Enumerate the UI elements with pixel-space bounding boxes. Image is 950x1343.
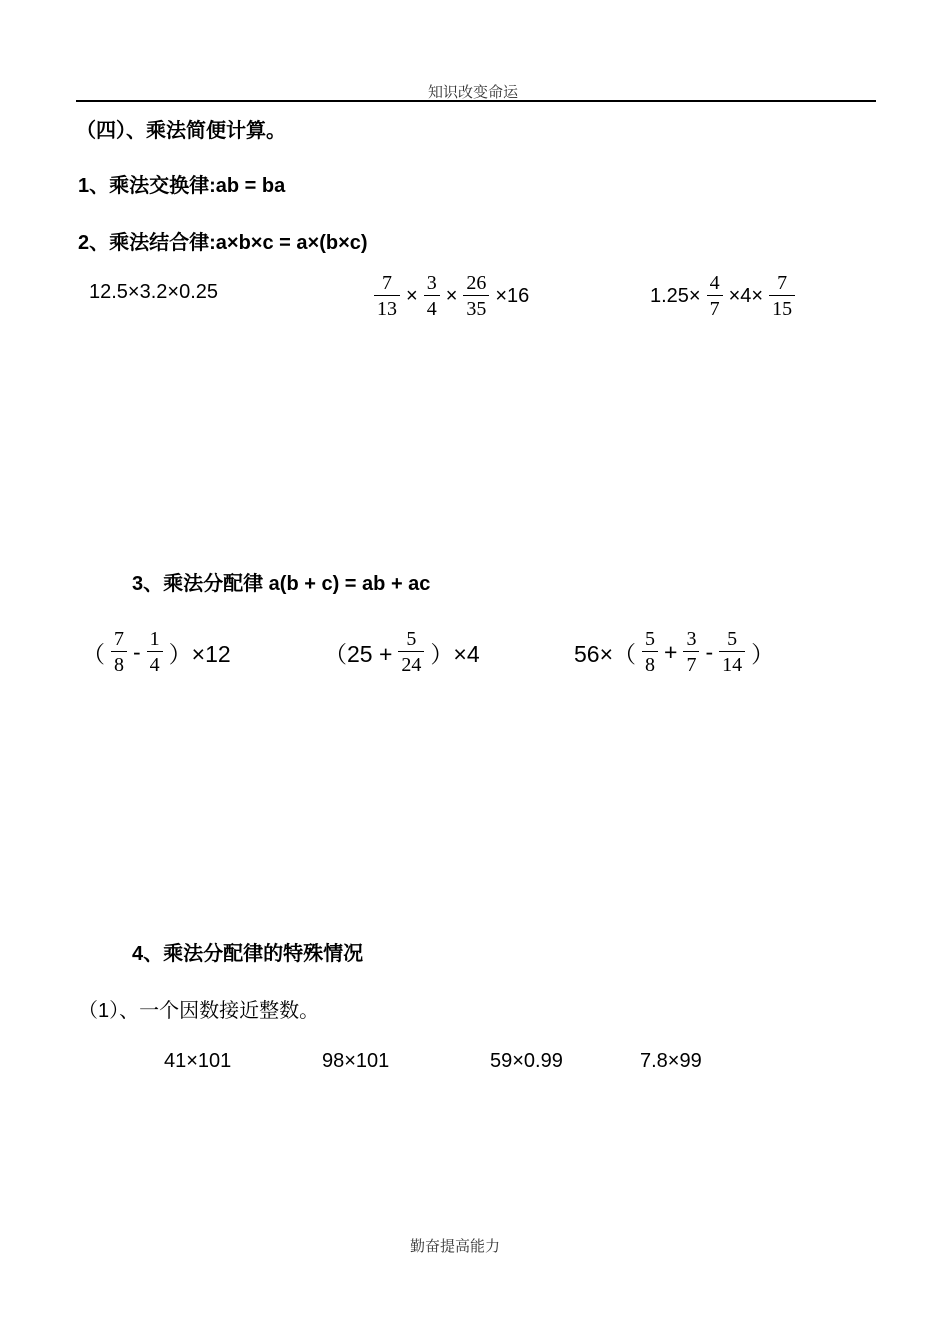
numerator: 3 (426, 272, 437, 294)
fraction (398, 628, 424, 676)
expression-lead: 56×（ (574, 640, 637, 667)
operator: + (664, 638, 678, 665)
numerator: 1 (149, 628, 160, 650)
denominator: 35 (466, 298, 487, 320)
case1-title: （1）、一个因数接近整数。 (78, 1000, 320, 1022)
open-paren: （ (82, 640, 105, 667)
header-rule (76, 100, 876, 102)
law2-problem-1: 12.5×3.2×0.25 (89, 281, 219, 303)
numerator: 7 (382, 272, 392, 294)
numerator: 5 (727, 628, 738, 650)
law3-problem-3 (572, 628, 776, 676)
denominator: 4 (426, 298, 437, 320)
law3-problem-2 (322, 628, 482, 676)
denominator: 8 (645, 654, 656, 676)
numerator: 7 (777, 272, 788, 294)
case1-problem-3: 59×0.99 (490, 1050, 563, 1072)
expression-lead: 1.25× (650, 284, 701, 307)
case1-problem-2: 98×101 (322, 1050, 390, 1072)
page-footer: 勤奋提高能力 (410, 1239, 501, 1255)
fraction (463, 272, 489, 320)
expression-tail: ×16 (495, 284, 530, 307)
expression-mid: ×4× (728, 284, 764, 307)
law2-problem-2 (370, 272, 531, 320)
case1-problem-4: 7.8×99 (640, 1050, 702, 1072)
denominator: 13 (377, 298, 397, 320)
page-header: 知识改变命运 (428, 85, 519, 101)
fraction (374, 272, 400, 320)
numerator: 4 (709, 272, 720, 294)
fraction (719, 628, 745, 676)
fraction (424, 272, 440, 320)
law2-problem-3 (648, 272, 799, 320)
numerator: 3 (686, 628, 697, 650)
denominator: 7 (686, 654, 697, 676)
numerator: 5 (645, 628, 656, 650)
denominator: 8 (114, 654, 124, 676)
numerator: 26 (466, 272, 487, 294)
close-paren: ）×12 (168, 640, 231, 667)
operator: - (133, 638, 141, 665)
denominator: 7 (709, 298, 720, 320)
denominator: 24 (401, 654, 422, 676)
case1-problem-1: 41×101 (164, 1050, 232, 1072)
fraction (642, 628, 658, 676)
fraction (769, 272, 795, 320)
fraction (147, 628, 163, 676)
section-title: （四）、乘法简便计算。 (76, 120, 286, 142)
denominator: 14 (722, 654, 743, 676)
open-paren: （25 + (324, 640, 393, 667)
fraction (683, 628, 699, 676)
law3-distributive: 3、乘法分配律 a(b + c) = ab + ac (132, 573, 431, 595)
numerator: 7 (114, 628, 124, 650)
denominator: 15 (772, 298, 793, 320)
operator: × (445, 284, 458, 307)
operator: × (406, 284, 418, 307)
law3-problem-1 (80, 628, 233, 676)
numerator: 5 (406, 628, 417, 650)
law4-special-cases: 4、乘法分配律的特殊情况 (132, 943, 364, 965)
operator: - (705, 638, 714, 665)
law1-commutative: 1、乘法交换律:ab = ba (78, 175, 286, 197)
fraction (707, 272, 723, 320)
close-paren: ） (751, 640, 775, 667)
law2-associative: 2、乘法结合律:a×b×c = a×(b×c) (78, 232, 368, 254)
denominator: 4 (149, 654, 160, 676)
close-paren: ）×4 (430, 640, 480, 667)
fraction (111, 628, 127, 676)
